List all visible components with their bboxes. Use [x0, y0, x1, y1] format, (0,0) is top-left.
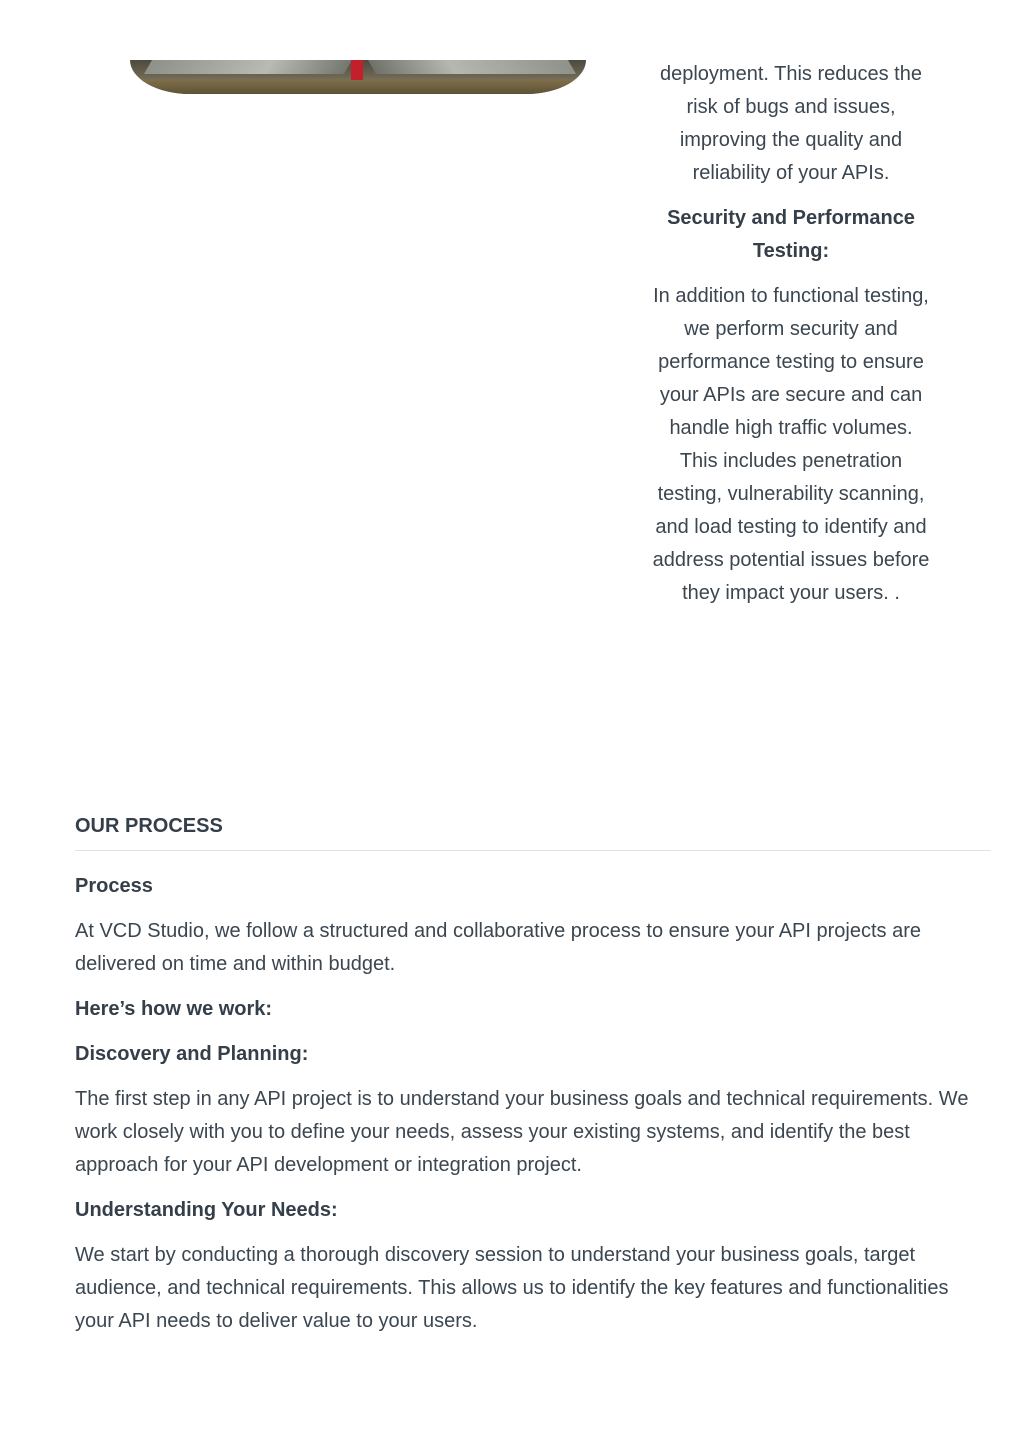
- security-heading: Security and Performance Testing:: [667, 207, 915, 262]
- section-title: OUR PROCESS: [75, 810, 991, 851]
- process-heading: Process: [75, 875, 153, 897]
- hero-image-panel-right: [368, 60, 576, 74]
- discovery-text: The first step in any API project is to understand your business goals and technical requirements. We work closely with you to define your needs, assess your existing systems, and identify the best approach for your API development or integration project.: [75, 1088, 969, 1176]
- how-we-work-heading: Here’s how we work:: [75, 998, 273, 1020]
- process-intro: At VCD Studio, we follow a structured and collaborative process to ensure your API projects are delivered on time and within budget.: [75, 920, 921, 975]
- hero-image-spine: [351, 60, 363, 82]
- hero-image: [130, 60, 586, 94]
- discovery-heading: Discovery and Planning:: [75, 1043, 309, 1065]
- needs-heading: Understanding Your Needs:: [75, 1199, 338, 1221]
- needs-text: We start by conducting a thorough discovery session to understand your business goals, target audience, and technical requirements. This allows us to identify the key features and functionalities your API needs to deliver value to your users.: [75, 1244, 949, 1332]
- testing-intro-paragraph: deployment. This reduces the risk of bugs and issues, improving the quality and reliability of your APIs.: [659, 63, 922, 184]
- security-paragraph: In addition to functional testing, we perform security and performance testing to ensure your APIs are secure and can handle high traffic volumes. This includes penetration testing, vulnerability scanning, and load testing to identify and address potential issues before they impact your users. .: [652, 285, 930, 604]
- testing-column: [651, 58, 931, 622]
- hero-image-panel-left: [144, 60, 352, 74]
- hero-image-ground: [130, 80, 586, 94]
- process-section: [75, 810, 991, 1350]
